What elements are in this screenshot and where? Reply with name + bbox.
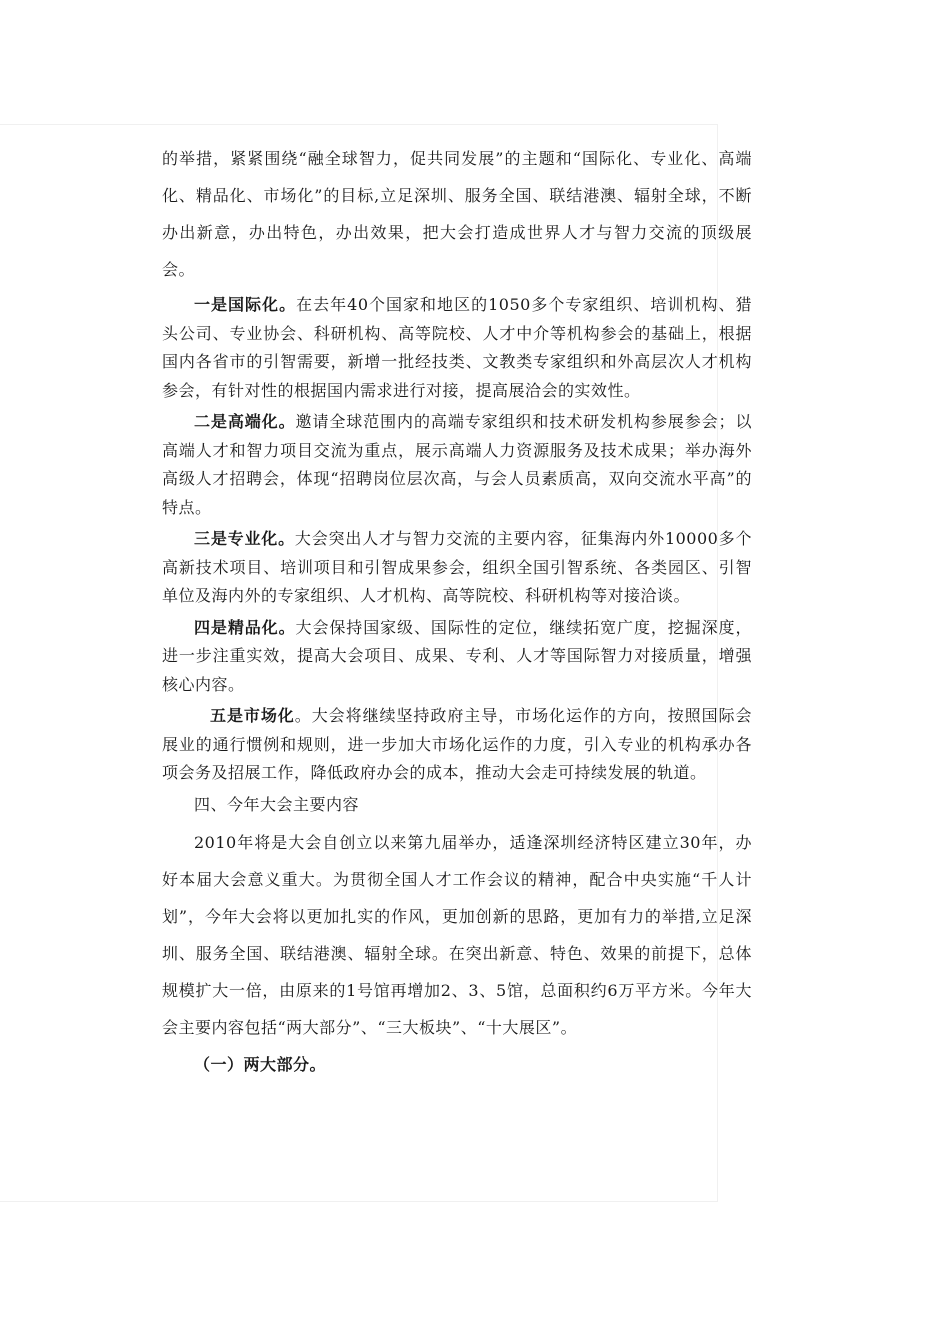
- item-text: 大会保持国家级、国际性的定位，继续拓宽广度，挖掘深度，进一步注重实效，提高大会项目、成果、专利、人才等国际智力对接质量，增强核心内容。: [162, 617, 752, 694]
- item-lead: 三是专业化。: [194, 529, 295, 548]
- intro-paragraph: 的举措，紧紧围绕“融全球智力，促共同发展”的主题和“国际化、专业化、高端化、精品化、市场化”的目标,立足深圳、服务全国、联结港澳、辐射全球，不断办出新意，办出特色，办出效果，把大会打造成世界人才与智力交流的顶级展会。: [162, 149, 752, 279]
- item-refined: [162, 614, 752, 700]
- item-lead: 五是市场化: [210, 706, 295, 725]
- item-professional: [162, 525, 752, 611]
- item-lead: 二是高端化。: [194, 412, 296, 431]
- item-text: 。大会将继续坚持政府主导，市场化运作的方向，按照国际会展业的通行惯例和规则，进一步加大市场化运作的力度，引入专业的机构承办各项会务及招展工作，降低政府办会的成本，推动大会走可持续发展的轨道。: [162, 706, 752, 782]
- item-text: 在去年40个国家和地区的1050多个专家组织、培训机构、猎头公司、专业协会、科研机构、高等院校、人才中介等机构参会的基础上，根据国内各省市的引智需要，新增一批经技类、文教类专家组织和外高层次人才机构参会，有针对性的根据国内需求进行对接，提高展洽会的实效性。: [162, 295, 752, 400]
- item-lead: 一是国际化。: [194, 295, 297, 314]
- subheading: （一）两大部分。: [194, 1055, 327, 1074]
- item-text: 邀请全球范围内的高端专家组织和技术研发机构参展参会；以高端人才和智力项目交流为重点，展示高端人力资源服务及技术成果；举办海外高级人才招聘会，体现“招聘岗位层次高，与会人员素质高，双向交流水平高”的特点。: [162, 412, 752, 517]
- item-market: [162, 702, 752, 788]
- item-high-end: [162, 408, 752, 522]
- item-lead: 四是精品化。: [194, 617, 296, 637]
- item-internationalization: [162, 291, 752, 405]
- section-paragraph: 2010年将是大会自创立以来第九届举办，适逢深圳经济特区建立30年，办好本届大会意义重大。为贯彻全国人才工作会议的精神，配合中央实施“千人计划”，今年大会将以更加扎实的作风，更加创新的思路，更加有力的举措,立足深圳、服务全国、联结港澳、辐射全球。在突出新意、特色、效果的前提下，总体规模扩大一倍，由原来的1号馆再增加2、3、5馆，总面积约6万平方米。今年大会主要内容包括“两大部分”、“三大板块”、“十大展区”。: [162, 833, 752, 1037]
- section-heading: 四、今年大会主要内容: [194, 794, 360, 814]
- item-text: 大会突出人才与智力交流的主要内容，征集海内外10000多个高新技术项目、培训项目和引智成果参会，组织全国引智系统、各类园区、引智单位及海内外的专家组织、人才机构、高等院校、科研机构等对接洽谈。: [162, 529, 752, 605]
- document-body: [162, 140, 752, 1083]
